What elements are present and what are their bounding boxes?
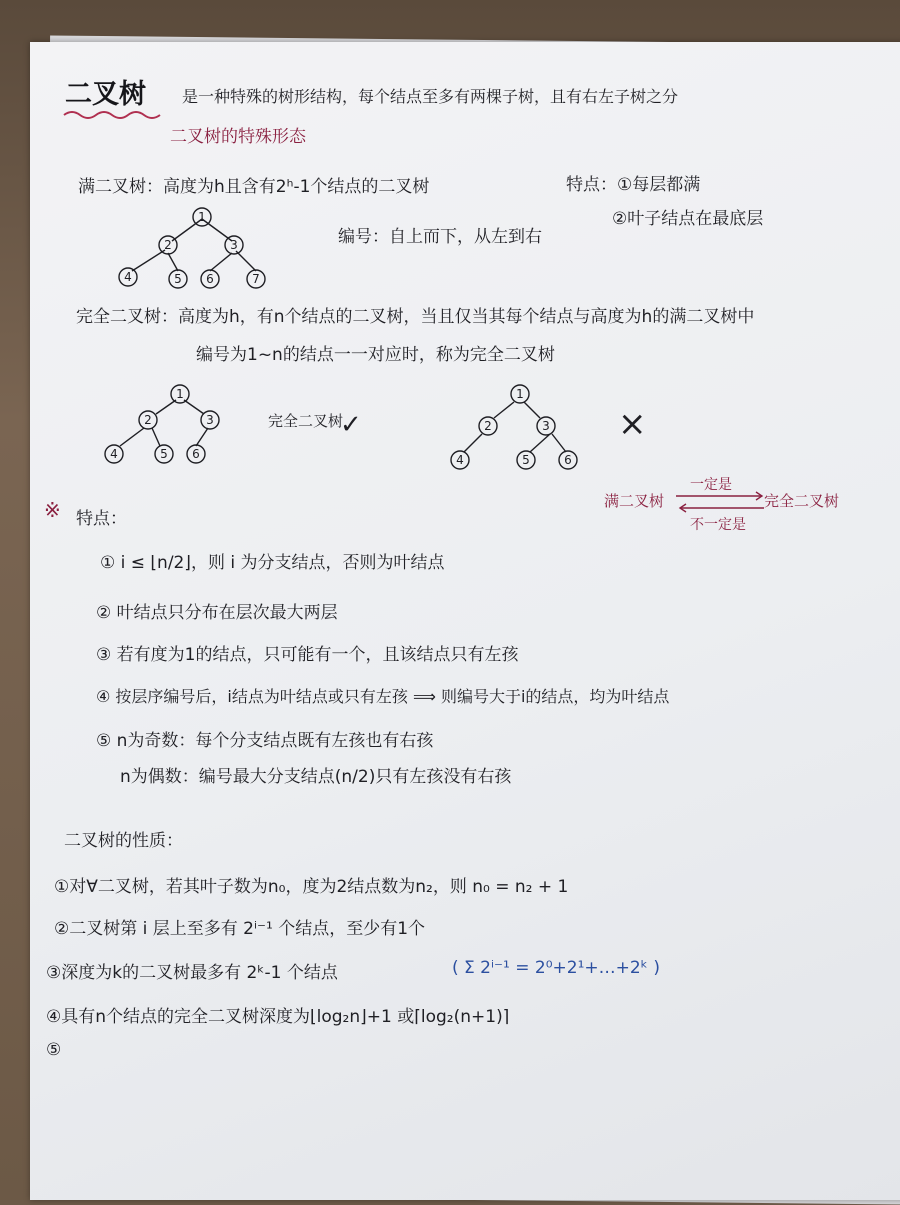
complete-node-3: 3 xyxy=(206,413,214,427)
complete-tree-ok-label: 完全二叉树 xyxy=(268,412,344,430)
property-item-4: ④具有n个结点的完全二叉树深度为⌊log₂n⌋+1 或⌈log₂(n+1)⌉ xyxy=(46,1007,510,1027)
relation-right: 完全二叉树 xyxy=(764,492,840,510)
invalid-node-1: 1 xyxy=(516,387,524,401)
full-node-2: 2 xyxy=(164,238,172,252)
full-tree-feature-2: ②叶子结点在最底层 xyxy=(612,209,764,229)
full-node-3: 3 xyxy=(230,238,238,252)
full-node-4: 4 xyxy=(124,270,132,284)
property-item-3: ③深度为k的二叉树最多有 2ᵏ-1 个结点 xyxy=(46,963,338,983)
complete-tree-example-valid xyxy=(100,382,230,472)
complete-node-1: 1 xyxy=(176,387,184,401)
feature-item-4: ④ 按层序编号后，i结点为叶结点或只有左孩 ⟹ 则编号大于i的结点，均为叶结点 xyxy=(96,687,670,706)
property-item-1: ①对∀二叉树，若其叶子数为n₀，度为2结点数为n₂，则 n₀ = n₂ + 1 xyxy=(54,877,569,897)
complete-tree-def-2: 编号为1~n的结点一一对应时，称为完全二叉树 xyxy=(196,345,555,365)
intro-line-1: 是一种特殊的树形结构，每个结点至多有两棵子树，且有右左子树之分 xyxy=(182,87,679,106)
features-header: 特点： xyxy=(76,509,127,529)
invalid-node-2: 2 xyxy=(484,419,492,433)
property-sum-note: ( Σ 2ⁱ⁻¹ = 2⁰+2¹+…+2ᵏ ) xyxy=(452,958,660,978)
properties-header: 二叉树的性质： xyxy=(64,831,183,851)
complete-node-5: 5 xyxy=(160,447,168,461)
full-tree-feature-1: 特点：①每层都满 xyxy=(566,175,701,195)
complete-tree-def-1: 完全二叉树：高度为h，有n个结点的二叉树，当且仅当其每个结点与高度为h的满二叉树中 xyxy=(76,307,755,327)
feature-item-6: n为偶数：编号最大分支结点(n/2)只有左孩没有右孩 xyxy=(120,767,512,787)
features-mark: ※ xyxy=(44,498,61,522)
full-node-7: 7 xyxy=(252,272,260,286)
full-tree-numbering: 编号：自上而下，从左到右 xyxy=(338,227,542,247)
cross-mark-icon: × xyxy=(618,404,647,444)
property-item-2: ②二叉树第 i 层上至多有 2ⁱ⁻¹ 个结点，至少有1个 xyxy=(54,919,426,939)
complete-node-2: 2 xyxy=(144,413,152,427)
relation-top: 一定是 xyxy=(690,477,732,493)
relation-arrows xyxy=(672,490,772,514)
complete-tree-example-invalid xyxy=(440,382,590,472)
property-item-5: ⑤ xyxy=(46,1040,62,1060)
complete-node-6: 6 xyxy=(192,447,200,461)
full-node-1: 1 xyxy=(198,210,206,224)
intro-line-2: 二叉树的特殊形态 xyxy=(170,127,306,147)
relation-left: 满二叉树 xyxy=(604,492,665,510)
relation-bottom: 不一定是 xyxy=(690,517,746,533)
feature-item-3: ③ 若有度为1的结点，只可能有一个，且该结点只有左孩 xyxy=(96,645,519,665)
feature-item-2: ② 叶结点只分布在层次最大两层 xyxy=(96,603,338,623)
full-tree-diagram xyxy=(110,205,280,295)
full-tree-definition: 满二叉树：高度为h且含有2ʰ-1个结点的二叉树 xyxy=(78,177,430,197)
check-mark-icon: ✓ xyxy=(340,410,362,440)
invalid-node-6: 6 xyxy=(564,453,572,467)
feature-item-5: ⑤ n为奇数：每个分支结点既有左孩也有右孩 xyxy=(96,731,434,751)
complete-node-4: 4 xyxy=(110,447,118,461)
full-node-5: 5 xyxy=(174,272,182,286)
page-title: 二叉树 xyxy=(65,79,146,110)
invalid-node-4: 4 xyxy=(456,453,464,467)
feature-item-1: ① i ≤ ⌊n/2⌋，则 i 为分支结点，否则为叶结点 xyxy=(100,553,445,573)
title-underline xyxy=(62,108,172,122)
invalid-node-3: 3 xyxy=(542,419,550,433)
invalid-node-5: 5 xyxy=(522,453,530,467)
full-node-6: 6 xyxy=(206,272,214,286)
